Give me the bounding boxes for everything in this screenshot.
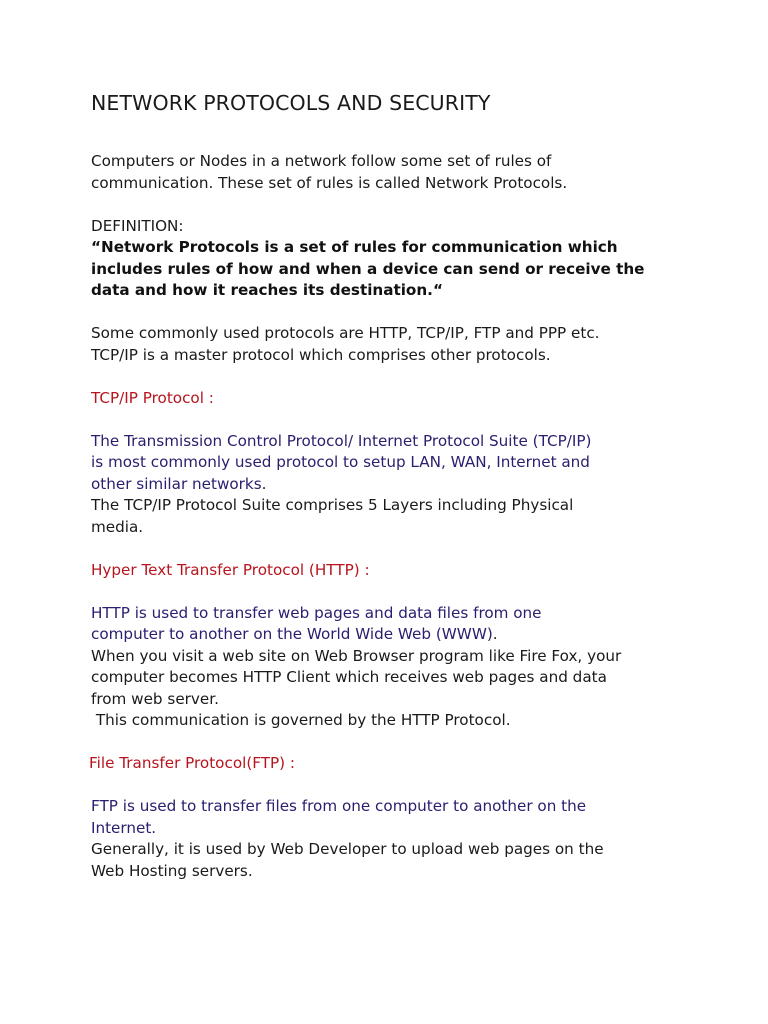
body-line: When you visit a web site on Web Browser program like Fire Fox, your (91, 646, 622, 665)
body-line: This communication is governed by the HTTP Protocol. (91, 711, 511, 729)
body-line: computer becomes HTTP Client which receives web pages and data (91, 668, 607, 686)
definition-quote-line: data and how it reaches its destination.“ (91, 281, 443, 299)
common-line: TCP/IP is a master protocol which comprises other protocols. (91, 345, 551, 364)
document-page (91, 88, 701, 882)
highlight-line: The Transmission Control Protocol/ Internet Protocol Suite (TCP/IP) (91, 431, 592, 450)
intro-line: communication. These set of rules is called Network Protocols. (91, 173, 568, 192)
highlight-tail: . (261, 474, 267, 493)
highlight-line: HTTP is used to transfer web pages and data files from one (91, 603, 542, 622)
section-http-content (91, 603, 701, 732)
section-heading-ftp: File Transfer Protocol(FTP) : (89, 754, 296, 772)
definition-label: DEFINITION: (91, 216, 184, 235)
highlight-line: FTP is used to transfer files from one computer to another on the (91, 797, 587, 815)
definition-block (91, 216, 701, 302)
highlight-line: Internet. (91, 818, 157, 837)
section-heading-tcpip: TCP/IP Protocol : (91, 388, 214, 407)
section-tcpip-content (91, 431, 701, 539)
highlight-text: computer to another on the World Wide Web (WWW) (91, 625, 493, 643)
intro-paragraph (91, 151, 701, 194)
intro-line: Computers or Nodes in a network follow some set of rules of (91, 152, 552, 170)
body-line: media. (91, 517, 144, 536)
highlight-text: other similar networks (91, 474, 262, 493)
common-line: Some commonly used protocols are HTTP, TCP/IP, FTP and PPP etc. (91, 324, 600, 342)
highlight-tail: . (492, 625, 498, 643)
definition-quote-line: includes rules of how and when a device can send or receive the (91, 259, 645, 278)
definition-quote-line: “Network Protocols is a set of rules for communication which (91, 238, 618, 256)
highlight-line-with-tail (91, 624, 701, 646)
body-line: Generally, it is used by Web Developer to upload web pages on the (91, 840, 604, 858)
body-line: from web server. (91, 689, 219, 708)
highlight-line: is most commonly used protocol to setup LAN, WAN, Internet and (91, 453, 590, 471)
section-ftp-content (91, 796, 701, 882)
common-protocols-paragraph (91, 323, 701, 366)
body-line: The TCP/IP Protocol Suite comprises 5 Layers including Physical (91, 496, 574, 514)
section-heading-http: Hyper Text Transfer Protocol (HTTP) : (91, 560, 370, 579)
body-line: Web Hosting servers. (91, 861, 253, 880)
highlight-line-with-tail (91, 474, 701, 496)
page-title: NETWORK PROTOCOLS AND SECURITY (91, 91, 491, 115)
